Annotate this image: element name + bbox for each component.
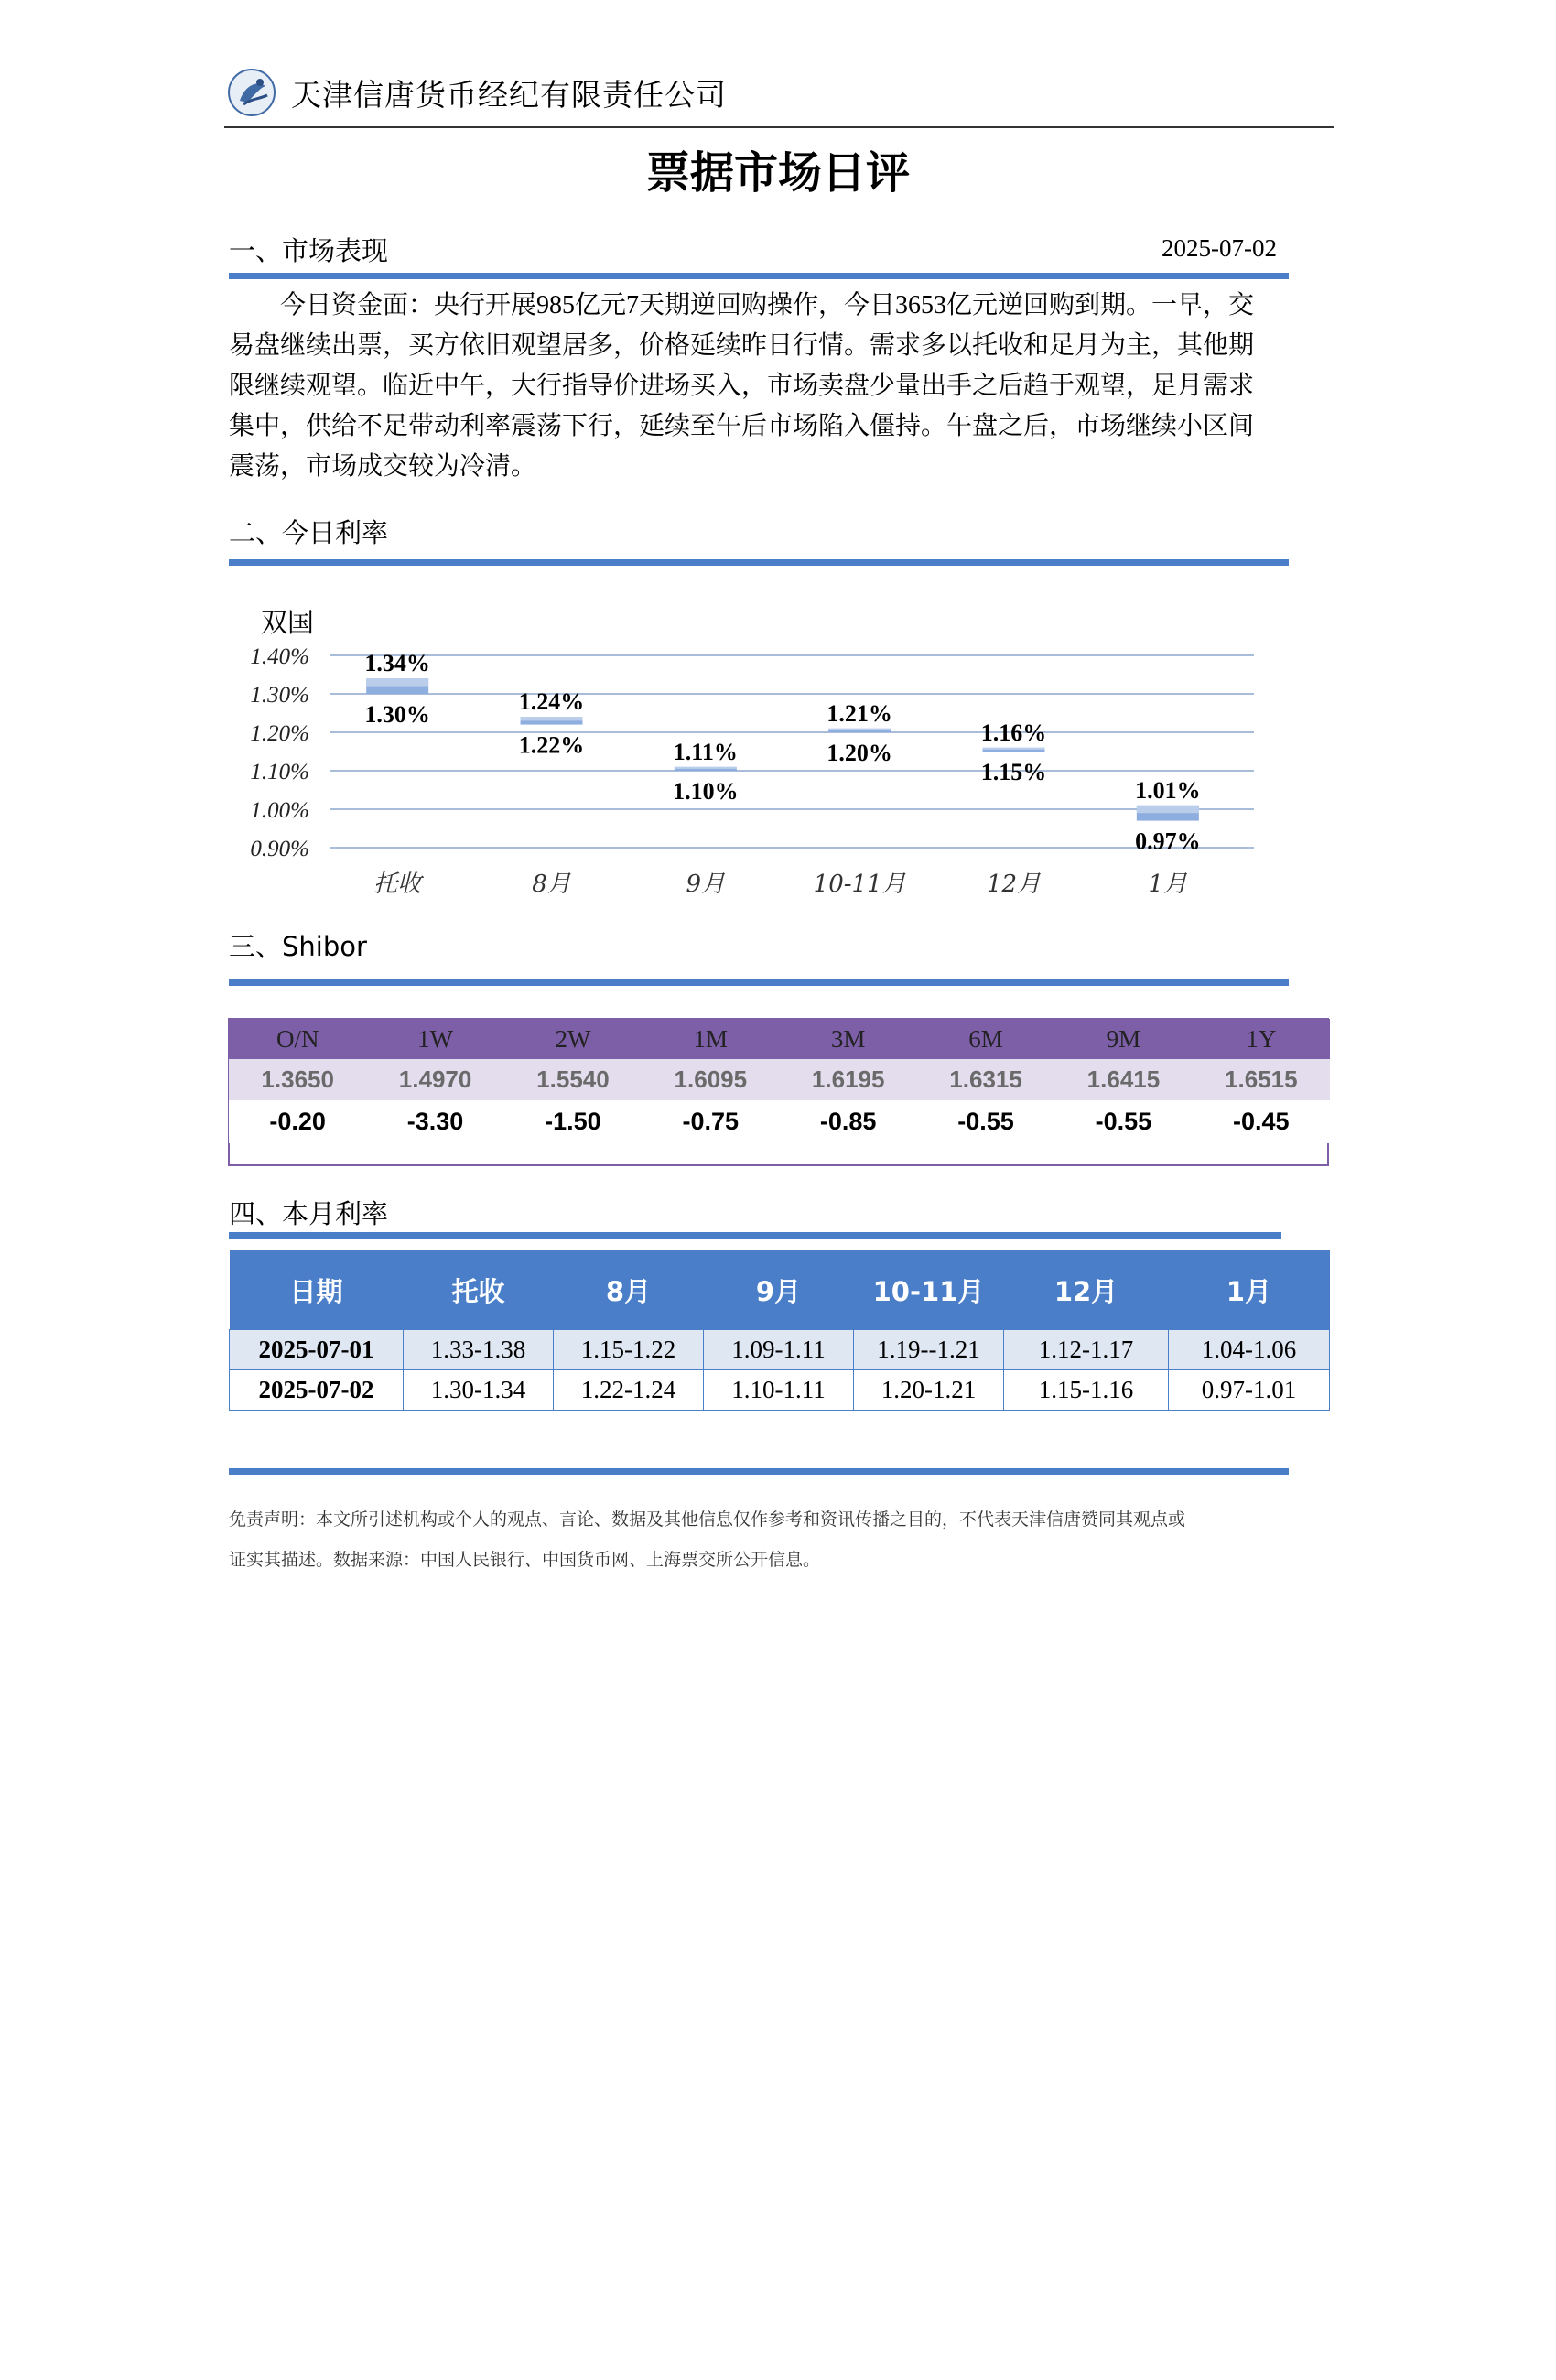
table-cell: 1.04-1.06 [1169, 1330, 1330, 1370]
table-cell: 1.30-1.34 [404, 1370, 554, 1411]
shibor-term: 3M [780, 1019, 917, 1059]
shibor-term: 6M [917, 1019, 1054, 1059]
shibor-rate: 1.5540 [504, 1059, 642, 1100]
commentary-line: 今日资金面：央行开展985亿元7天期逆回购操作，今日3653亿元逆回购到期。一早，交 [280, 291, 1255, 319]
y-tick-label: 1.00% [250, 798, 309, 823]
page-title: 票据市场日评 [645, 147, 910, 199]
shibor-rate: 1.6315 [917, 1059, 1054, 1100]
shibor-rates-row [229, 1059, 1330, 1100]
x-category-label: 12月 [986, 871, 1042, 898]
row-date: 2025-07-01 [230, 1330, 404, 1370]
shibor-change: -1.50 [504, 1100, 642, 1143]
x-category-label: 8月 [532, 871, 571, 898]
x-category-label: 1月 [1148, 871, 1188, 898]
shibor-changes-row [229, 1100, 1330, 1143]
commentary-line: 集中，供给不足带动利率震荡下行，延续至午后市场陷入僵持。午盘之后，市场继续小区间 [229, 412, 1255, 440]
footer-bar [229, 1468, 1289, 1475]
range-bar-highlight [983, 748, 1045, 750]
shibor-change: -0.20 [229, 1100, 366, 1143]
shibor-rate: 1.6515 [1193, 1059, 1330, 1100]
column-header: 8月 [554, 1250, 704, 1330]
section-month-bar [229, 1232, 1281, 1239]
shibor-table [229, 1019, 1330, 1143]
shibor-change: -0.55 [1054, 1100, 1192, 1143]
column-header: 日期 [230, 1250, 404, 1330]
shibor-term: 1Y [1193, 1019, 1330, 1059]
column-header: 10-11月 [854, 1250, 1004, 1330]
shibor-rate: 1.6095 [642, 1059, 779, 1100]
shibor-change: -0.85 [780, 1100, 917, 1143]
shibor-rate: 1.3650 [229, 1059, 366, 1100]
shibor-terms-row [229, 1019, 1330, 1059]
shibor-change: -0.45 [1193, 1100, 1330, 1143]
section-market-heading: 一、市场表现 [229, 235, 389, 266]
low-value-label: 1.20% [827, 740, 892, 766]
table-cell: 1.12-1.17 [1004, 1330, 1169, 1370]
y-tick-label: 1.40% [250, 644, 309, 669]
disclaimer [229, 1499, 1291, 1580]
shibor-term: O/N [229, 1019, 366, 1059]
low-value-label: 1.22% [518, 731, 585, 759]
high-value-label: 1.01% [1135, 776, 1201, 804]
row-date: 2025-07-02 [230, 1370, 404, 1411]
x-category-label: 10-11月 [813, 871, 906, 898]
commentary-line: 震荡，市场成交较为冷清。 [229, 452, 537, 481]
section-rate-heading: 二、今日利率 [229, 517, 389, 548]
range-bar-highlight [1137, 806, 1199, 813]
disclaimer-line: 免责声明：本文所引述机构或个人的观点、言论、数据及其他信息仅作参考和资讯传播之目的，不代表天津信唐赞同其观点或 [229, 1509, 1186, 1530]
y-tick-label: 1.10% [250, 760, 309, 784]
company-name: 天津信唐货币经纪有限责任公司 [291, 77, 727, 113]
shibor-change: -0.75 [642, 1100, 779, 1143]
high-value-label: 1.21% [827, 699, 892, 727]
table-row [230, 1330, 1330, 1370]
shibor-change: -0.55 [917, 1100, 1054, 1143]
column-header: 托收 [404, 1250, 554, 1330]
table-cell: 1.15-1.16 [1004, 1370, 1169, 1411]
low-value-label: 1.10% [673, 778, 739, 805]
low-value-label: 0.97% [1135, 828, 1201, 855]
high-value-label: 1.11% [673, 738, 738, 765]
shibor-term: 9M [1054, 1019, 1192, 1059]
market-commentary [229, 286, 1283, 487]
low-value-label: 1.15% [980, 759, 1047, 785]
shibor-term: 2W [504, 1019, 642, 1059]
table-cell: 1.22-1.24 [554, 1370, 704, 1411]
disclaimer-line: 证实其描述。数据来源：中国人民银行、中国货币网、上海票交所公开信息。 [229, 1550, 821, 1570]
shibor-change: -3.30 [366, 1100, 503, 1143]
table-cell: 1.09-1.11 [704, 1330, 854, 1370]
section-rate-bar [229, 559, 1289, 566]
section-market-bar [229, 273, 1289, 279]
table-cell: 1.19--1.21 [854, 1330, 1004, 1370]
chart-series-label: 双国 [261, 607, 315, 638]
y-tick-label: 1.20% [250, 721, 309, 746]
month-table-header [230, 1250, 1330, 1330]
shibor-rate: 1.4970 [366, 1059, 503, 1100]
high-value-label: 1.34% [364, 650, 430, 677]
table-cell: 1.15-1.22 [554, 1330, 704, 1370]
section-month-heading: 四、本月利率 [229, 1198, 389, 1229]
month-rate-table [229, 1250, 1330, 1411]
table-row [230, 1370, 1330, 1411]
low-value-label: 1.30% [364, 701, 430, 728]
section-shibor-bar [229, 979, 1289, 986]
x-category-label: 托收 [373, 871, 422, 898]
company-logo [227, 68, 276, 117]
rate-range-chart [220, 595, 1272, 911]
column-header: 9月 [704, 1250, 854, 1330]
x-category-label: 9月 [686, 871, 726, 898]
y-tick-label: 0.90% [250, 837, 309, 861]
column-header: 1月 [1169, 1250, 1330, 1330]
shibor-term: 1M [642, 1019, 779, 1059]
table-cell: 0.97-1.01 [1169, 1370, 1330, 1411]
shibor-rate: 1.6415 [1054, 1059, 1192, 1100]
section-shibor-heading: 三、Shibor [229, 931, 367, 962]
range-bar-highlight [366, 678, 428, 686]
range-bar-highlight [521, 717, 583, 720]
header-divider [224, 126, 1334, 128]
high-value-label: 1.16% [980, 719, 1047, 746]
high-value-label: 1.24% [518, 688, 585, 716]
table-cell: 1.33-1.38 [404, 1330, 554, 1370]
commentary-line: 限继续观望。临近中午，大行指导价进场买入，市场卖盘少量出手之后趋于观望，足月需求 [229, 372, 1255, 400]
table-cell: 1.20-1.21 [854, 1370, 1004, 1411]
y-tick-label: 1.30% [250, 683, 309, 708]
range-bar-highlight [828, 729, 891, 730]
table-cell: 1.10-1.11 [704, 1370, 854, 1411]
shibor-term: 1W [366, 1019, 503, 1059]
shibor-rate: 1.6195 [780, 1059, 917, 1100]
commentary-line: 易盘继续出票，买方依旧观望居多，价格延续昨日行情。需求多以托收和足月为主，其他期 [229, 331, 1255, 360]
report-date: 2025-07-02 [1162, 234, 1277, 262]
range-bar-highlight [675, 767, 737, 769]
column-header: 12月 [1004, 1250, 1169, 1330]
